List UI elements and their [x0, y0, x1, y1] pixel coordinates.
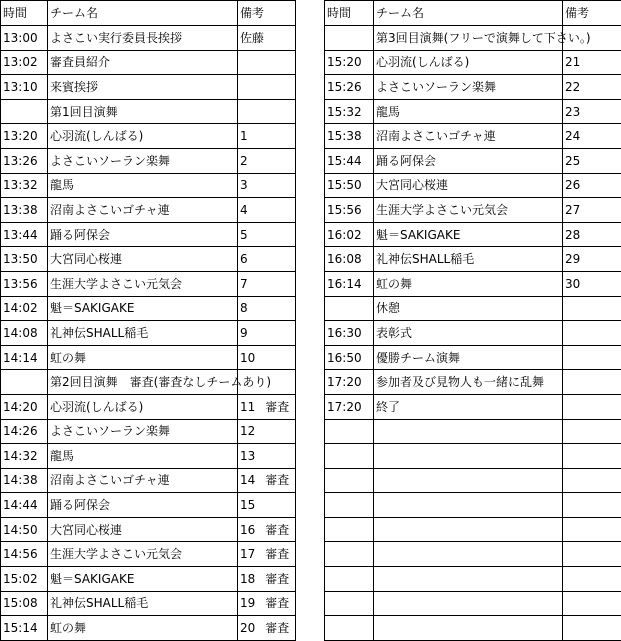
- performance-number: 30: [565, 277, 580, 291]
- time-cell: [325, 296, 374, 321]
- performance-number: 20: [240, 621, 255, 635]
- performance-number: 19: [240, 596, 255, 610]
- note-cell: [563, 567, 621, 592]
- note-cell: [238, 173, 296, 198]
- team-cell: 虹の舞: [48, 616, 238, 641]
- note-cell: [238, 26, 296, 51]
- note-cell: [238, 517, 296, 542]
- team-cell: [374, 419, 563, 444]
- time-cell: 13:32: [1, 173, 48, 198]
- team-cell: 第1回目演舞: [48, 99, 238, 124]
- time-cell: 15:26: [325, 75, 374, 100]
- note-cell: [563, 222, 621, 247]
- schedule-row: [1, 321, 296, 346]
- team-cell: [374, 468, 563, 493]
- schedule-row: [325, 517, 621, 542]
- schedule-row: [325, 591, 621, 616]
- schedule-row: [1, 394, 296, 419]
- performance-number: 3: [240, 178, 248, 192]
- time-cell: 14:44: [1, 493, 48, 518]
- note-cell: [238, 296, 296, 321]
- team-cell: [374, 493, 563, 518]
- schedule-row: [1, 99, 296, 124]
- audit-label: 審査: [265, 473, 289, 487]
- schedule-table-right: [324, 0, 621, 641]
- team-cell: 踊る阿保会: [48, 493, 238, 518]
- team-cell: [374, 567, 563, 592]
- performance-number: 10: [240, 351, 255, 365]
- schedule-row: [325, 321, 621, 346]
- note-cell: [238, 99, 296, 124]
- performance-number: 1: [240, 129, 248, 143]
- team-cell: 大宮同心桜連: [48, 517, 238, 542]
- time-cell: 15:44: [325, 148, 374, 173]
- audit-label: 審査: [265, 621, 289, 635]
- team-cell: 踊る阿保会: [374, 148, 563, 173]
- time-cell: 16:14: [325, 271, 374, 296]
- note-cell: [563, 198, 621, 223]
- team-cell: 龍馬: [48, 444, 238, 469]
- note-cell: [238, 148, 296, 173]
- schedule-row: [1, 222, 296, 247]
- note-cell: [563, 468, 621, 493]
- note-cell: [563, 99, 621, 124]
- note-cell: [238, 444, 296, 469]
- note-cell: [563, 419, 621, 444]
- performance-number: 29: [565, 252, 580, 266]
- time-cell: 14:14: [1, 345, 48, 370]
- time-cell: 14:50: [1, 517, 48, 542]
- time-cell: 16:30: [325, 321, 374, 346]
- audit-label: 審査: [265, 523, 289, 537]
- team-cell: 沼南よさこいゴチャ連: [48, 198, 238, 223]
- performance-number: 15: [240, 498, 255, 512]
- team-cell: 来賓挨拶: [48, 75, 238, 100]
- schedule-row: [1, 370, 296, 395]
- note-cell: [238, 542, 296, 567]
- schedule-row: [325, 493, 621, 518]
- team-cell: よさこいソーラン楽舞: [48, 148, 238, 173]
- performance-number: 12: [240, 424, 255, 438]
- schedule-row: [325, 75, 621, 100]
- note-cell: [238, 321, 296, 346]
- schedule-row: [325, 616, 621, 641]
- note-cell: [563, 148, 621, 173]
- note-cell: [563, 370, 621, 395]
- time-cell: 14:56: [1, 542, 48, 567]
- schedule-row: [325, 468, 621, 493]
- schedule-row: [325, 247, 621, 272]
- team-cell: [374, 591, 563, 616]
- note-cell: [238, 271, 296, 296]
- team-cell: 生涯大学よさこい元気会: [48, 542, 238, 567]
- schedule-row: [325, 370, 621, 395]
- time-cell: 15:14: [1, 616, 48, 641]
- header-row: [325, 1, 621, 26]
- performance-number: 25: [565, 154, 580, 168]
- time-cell: [325, 542, 374, 567]
- time-cell: [325, 468, 374, 493]
- note-cell: [563, 124, 621, 149]
- team-cell: 生涯大学よさこい元気会: [48, 271, 238, 296]
- team-cell: [374, 616, 563, 641]
- note-cell: [563, 616, 621, 641]
- schedule-row: [325, 99, 621, 124]
- schedule-row: [1, 296, 296, 321]
- team-cell: 心羽流(しんばる): [374, 50, 563, 75]
- performance-number: 23: [565, 105, 580, 119]
- team-cell: 魁＝SAKIGAKE: [48, 567, 238, 592]
- schedule-row: [1, 124, 296, 149]
- performance-number: 16: [240, 523, 255, 537]
- team-cell: 終了: [374, 394, 563, 419]
- performance-number: 17: [240, 547, 255, 561]
- note-cell: [238, 493, 296, 518]
- schedule-row: [1, 567, 296, 592]
- section-title-cell: 第3回目演舞(フリーで演舞して下さい。): [374, 26, 563, 51]
- time-cell: 13:10: [1, 75, 48, 100]
- note-cell: [238, 419, 296, 444]
- header-time: 時間: [1, 1, 48, 26]
- note-cell: [238, 75, 296, 100]
- time-cell: [325, 616, 374, 641]
- note-cell: [238, 591, 296, 616]
- team-cell: 踊る阿保会: [48, 222, 238, 247]
- schedule-row: [325, 50, 621, 75]
- schedule-row: [325, 198, 621, 223]
- audit-label: 審査: [265, 400, 289, 414]
- section-title-cell: 参加者及び見物人も一緒に乱舞: [374, 370, 563, 395]
- note-cell: [238, 394, 296, 419]
- performance-number: 4: [240, 203, 248, 217]
- time-cell: 13:50: [1, 247, 48, 272]
- performance-number: 24: [565, 129, 580, 143]
- note-cell: [563, 493, 621, 518]
- performance-number: 14: [240, 473, 255, 487]
- team-cell: 審査員紹介: [48, 50, 238, 75]
- time-cell: [1, 370, 48, 395]
- time-cell: [325, 591, 374, 616]
- performance-number: 6: [240, 252, 248, 266]
- team-cell: 沼南よさこいゴチャ連: [374, 124, 563, 149]
- note-cell: [563, 321, 621, 346]
- time-cell: 16:50: [325, 345, 374, 370]
- team-cell: [374, 444, 563, 469]
- schedule-row: [325, 124, 621, 149]
- header-row: [1, 1, 296, 26]
- header-team: チーム名: [374, 1, 563, 26]
- note-cell: [563, 394, 621, 419]
- schedule-row: [1, 616, 296, 641]
- note-cell: [238, 468, 296, 493]
- schedule-row: [325, 173, 621, 198]
- performance-number: 28: [565, 228, 580, 242]
- time-cell: 15:50: [325, 173, 374, 198]
- performance-number: 2: [240, 154, 248, 168]
- note-cell: [563, 517, 621, 542]
- note-cell: [563, 271, 621, 296]
- note-cell: [563, 345, 621, 370]
- note-cell: [238, 345, 296, 370]
- time-cell: 17:20: [325, 370, 374, 395]
- team-cell: 虹の舞: [48, 345, 238, 370]
- audit-label: 審査: [265, 547, 289, 561]
- team-cell: 生涯大学よさこい元気会: [374, 198, 563, 223]
- schedule-row: [1, 173, 296, 198]
- performance-number: 21: [565, 55, 580, 69]
- time-cell: 13:02: [1, 50, 48, 75]
- schedule-row: [325, 542, 621, 567]
- schedule-row: [325, 419, 621, 444]
- audit-label: 審査: [265, 572, 289, 586]
- schedule-row: [1, 517, 296, 542]
- performance-number: 18: [240, 572, 255, 586]
- team-cell: 礼神伝SHALL稲毛: [48, 591, 238, 616]
- schedule-row: [1, 247, 296, 272]
- team-cell: 優勝チーム演舞: [374, 345, 563, 370]
- schedule-row: [1, 444, 296, 469]
- header-note: 備考: [238, 1, 296, 26]
- time-cell: 13:44: [1, 222, 48, 247]
- team-cell: 大宮同心桜連: [48, 247, 238, 272]
- performance-number: 7: [240, 277, 248, 291]
- schedule-row: [325, 444, 621, 469]
- performance-number: 22: [565, 80, 580, 94]
- schedule-row: [325, 222, 621, 247]
- team-cell: 表彰式: [374, 321, 563, 346]
- team-cell: よさこいソーラン楽舞: [374, 75, 563, 100]
- schedule-row: [1, 148, 296, 173]
- schedule-row: [325, 345, 621, 370]
- schedule-row: [1, 271, 296, 296]
- time-cell: [325, 444, 374, 469]
- schedule-row: [325, 148, 621, 173]
- performance-number: 26: [565, 178, 580, 192]
- performance-number: 11: [240, 400, 255, 414]
- schedule-row: [1, 75, 296, 100]
- schedule-row: [325, 271, 621, 296]
- note-cell: [238, 50, 296, 75]
- schedule-row: [325, 296, 621, 321]
- team-cell: 龍馬: [374, 99, 563, 124]
- time-cell: [325, 26, 374, 51]
- time-cell: 15:02: [1, 567, 48, 592]
- time-cell: 15:20: [325, 50, 374, 75]
- section-title-cell: 第2回目演舞 審査(審査なしチームあり): [48, 370, 238, 395]
- performance-number: 佐藤: [240, 31, 264, 45]
- team-cell: [374, 517, 563, 542]
- team-cell: 魁＝SAKIGAKE: [48, 296, 238, 321]
- time-cell: 15:38: [325, 124, 374, 149]
- performance-number: 13: [240, 449, 255, 463]
- team-cell: 龍馬: [48, 173, 238, 198]
- note-cell: [563, 247, 621, 272]
- time-cell: [325, 419, 374, 444]
- time-cell: [325, 567, 374, 592]
- time-cell: 17:20: [325, 394, 374, 419]
- note-cell: [238, 616, 296, 641]
- note-cell: [563, 173, 621, 198]
- header-time: 時間: [325, 1, 374, 26]
- time-cell: 15:08: [1, 591, 48, 616]
- team-cell: 礼神伝SHALL稲毛: [48, 321, 238, 346]
- team-cell: よさこいソーラン楽舞: [48, 419, 238, 444]
- team-cell: よさこい実行委員長挨拶: [48, 26, 238, 51]
- note-cell: [563, 542, 621, 567]
- note-cell: [238, 198, 296, 223]
- note-cell: [563, 75, 621, 100]
- performance-number: 8: [240, 301, 248, 315]
- time-cell: 14:32: [1, 444, 48, 469]
- team-cell: 休憩: [374, 296, 563, 321]
- time-cell: [325, 517, 374, 542]
- schedule-row: [325, 26, 621, 51]
- schedule-row: [325, 394, 621, 419]
- time-cell: [1, 99, 48, 124]
- note-cell: [563, 591, 621, 616]
- note-cell: [563, 50, 621, 75]
- performance-number: 5: [240, 228, 248, 242]
- team-cell: 心羽流(しんばる): [48, 124, 238, 149]
- schedule-row: [1, 345, 296, 370]
- time-cell: 13:26: [1, 148, 48, 173]
- schedule-row: [1, 26, 296, 51]
- team-cell: 礼神伝SHALL稲毛: [374, 247, 563, 272]
- performance-number: 9: [240, 326, 248, 340]
- note-cell: [238, 222, 296, 247]
- time-cell: 15:32: [325, 99, 374, 124]
- note-cell: [238, 124, 296, 149]
- team-cell: 沼南よさこいゴチャ連: [48, 468, 238, 493]
- team-cell: 心羽流(しんばる): [48, 394, 238, 419]
- header-note: 備考: [563, 1, 621, 26]
- schedule-row: [325, 567, 621, 592]
- time-cell: 14:02: [1, 296, 48, 321]
- schedule-row: [1, 468, 296, 493]
- schedule-row: [1, 542, 296, 567]
- schedule-row: [1, 50, 296, 75]
- time-cell: 13:00: [1, 26, 48, 51]
- team-cell: 虹の舞: [374, 271, 563, 296]
- note-cell: [563, 444, 621, 469]
- time-cell: 14:38: [1, 468, 48, 493]
- time-cell: [325, 493, 374, 518]
- audit-label: 審査: [265, 596, 289, 610]
- schedule-row: [1, 419, 296, 444]
- team-cell: 魁＝SAKIGAKE: [374, 222, 563, 247]
- time-cell: 14:08: [1, 321, 48, 346]
- time-cell: 16:08: [325, 247, 374, 272]
- time-cell: 16:02: [325, 222, 374, 247]
- time-cell: 14:26: [1, 419, 48, 444]
- team-cell: [374, 542, 563, 567]
- schedule-row: [1, 198, 296, 223]
- team-cell: 大宮同心桜連: [374, 173, 563, 198]
- schedule-row: [1, 591, 296, 616]
- time-cell: 13:20: [1, 124, 48, 149]
- performance-number: 27: [565, 203, 580, 217]
- schedule-table-left: [0, 0, 296, 641]
- time-cell: 14:20: [1, 394, 48, 419]
- schedule-row: [1, 493, 296, 518]
- note-cell: [238, 247, 296, 272]
- note-cell: [563, 296, 621, 321]
- time-cell: 13:38: [1, 198, 48, 223]
- note-cell: [238, 567, 296, 592]
- header-team: チーム名: [48, 1, 238, 26]
- time-cell: 15:56: [325, 198, 374, 223]
- time-cell: 13:56: [1, 271, 48, 296]
